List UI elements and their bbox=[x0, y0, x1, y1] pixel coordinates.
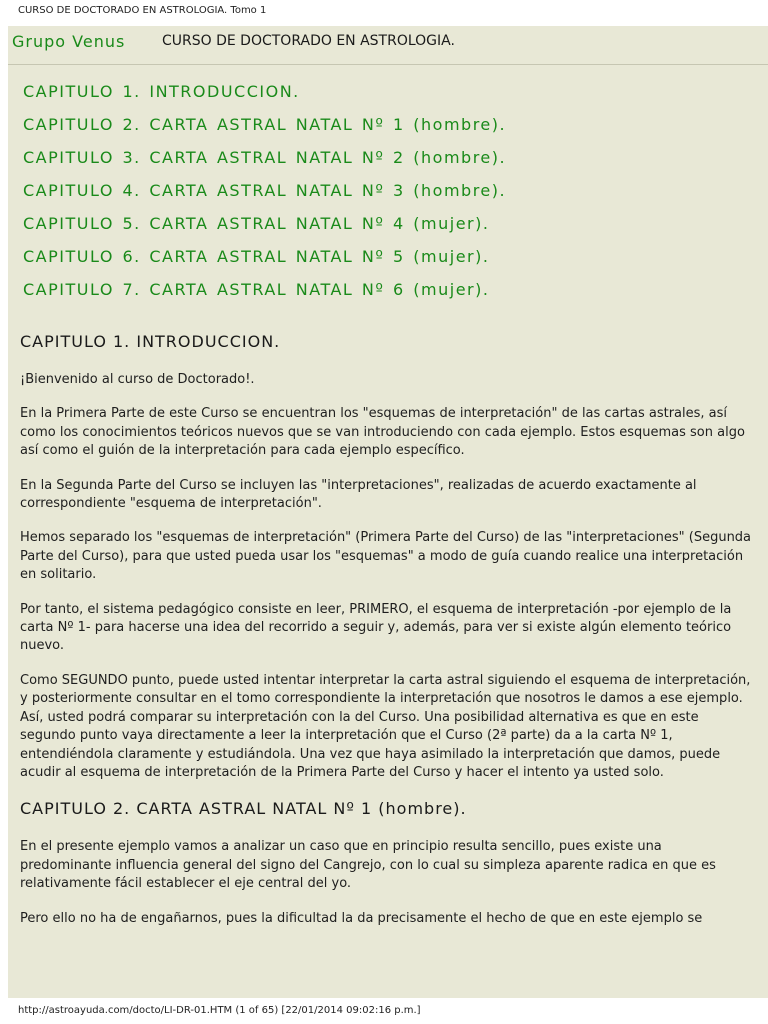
toc-link-chapter-4[interactable]: CAPITULO 4. CARTA ASTRAL NATAL Nº 3 (hombre). bbox=[23, 181, 507, 200]
table-of-contents bbox=[23, 81, 506, 312]
chapter-1-paragraph: ¡Bienvenido al curso de Doctorado!. bbox=[20, 372, 255, 387]
chapter-1-paragraph: En la Segunda Parte del Curso se incluyen las "interpretaciones", realizadas de acuerdo exactamente al correspondiente "esquema de interpretación". bbox=[20, 477, 697, 512]
print-header: CURSO DE DOCTORADO EN ASTROLOGIA. Tomo 1 bbox=[18, 5, 267, 16]
chapter-2-heading: CAPITULO 2. CARTA ASTRAL NATAL Nº 1 (hombre). bbox=[20, 799, 467, 819]
chapter-1-paragraph: En la Primera Parte de este Curso se encuentran los "esquemas de interpretación" de las cartas astrales, así como los conocimientos teóricos nuevos que se van introduciendo con cada ejemplo. Estos esquemas son algo así como el guión de la interpretación para cada ejemplo específico. bbox=[20, 406, 745, 459]
chapter-2-paragraph: Pero ello no ha de engañarnos, pues la dificultad la da precisamente el hecho de que en este ejemplo se bbox=[20, 910, 703, 926]
page-panel bbox=[8, 26, 768, 998]
chapter-1-paragraph: Hemos separado los "esquemas de interpretación" (Primera Parte del Curso) de las "interpretaciones" (Segunda Parte del Curso), para que usted pueda usar los "esquemas" a modo de guía cuando realice una interpretación en solitario. bbox=[20, 530, 752, 583]
chapter-2-paragraph: En el presente ejemplo vamos a analizar un caso que en principio resulta sencillo, pues existe una predominante influencia general del signo del Cangrejo, con lo cual su simpleza aparente radica en que es relativamente fácil establecer el eje central del yo. bbox=[20, 839, 716, 892]
chapter-1-heading: CAPITULO 1. INTRODUCCION. bbox=[20, 332, 281, 351]
toc-link-chapter-3[interactable]: CAPITULO 3. CARTA ASTRAL NATAL Nº 2 (hombre). bbox=[23, 148, 507, 167]
toc-link-chapter-2[interactable]: CAPITULO 2. CARTA ASTRAL NATAL Nº 1 (hombre). bbox=[23, 115, 507, 134]
toc-link-chapter-1[interactable]: CAPITULO 1. INTRODUCCION. bbox=[23, 82, 300, 101]
site-header bbox=[8, 26, 768, 65]
chapter-1-paragraph: Como SEGUNDO punto, puede usted intentar interpretar la carta astral siguiendo el esquema de interpretación, y posteriormente consultar en el tomo correspondiente la interpretación que nosotros le damos a ese ejemplo. Así, usted podrá comparar su interpretación con la del Curso. Una posibilidad alternativa es que en este segundo punto vaya directamente a leer la interpretación que el Curso (2ª parte) da a la carta Nº 1, entendiéndola claramente y estudiándola. Una vez que haya asimilado la interpretación que damos, puede acudir al esquema de interpretación de la Primera Parte del Curso y hacer el intento ya usted solo. bbox=[20, 672, 751, 780]
chapter-1-paragraph: Por tanto, el sistema pedagógico consiste en leer, PRIMERO, el esquema de interpretación -por ejemplo de la carta Nº 1- para hacerse una idea del recorrido a seguir y, además, para ver si existe algún elemento teórico nuevo. bbox=[20, 601, 732, 654]
toc-link-chapter-6[interactable]: CAPITULO 6. CARTA ASTRAL NATAL Nº 5 (mujer). bbox=[23, 247, 490, 266]
brand-name: Grupo Venus bbox=[12, 32, 126, 51]
main-content bbox=[20, 331, 756, 928]
toc-link-chapter-7[interactable]: CAPITULO 7. CARTA ASTRAL NATAL Nº 6 (mujer). bbox=[23, 280, 490, 299]
toc-link-chapter-5[interactable]: CAPITULO 5. CARTA ASTRAL NATAL Nº 4 (mujer). bbox=[23, 214, 490, 233]
print-footer: http://astroayuda.com/docto/LI-DR-01.HTM (1 of 65) [22/01/2014 09:02:16 p.m.] bbox=[18, 1005, 421, 1016]
course-title: CURSO DE DOCTORADO EN ASTROLOGIA. bbox=[162, 33, 455, 49]
